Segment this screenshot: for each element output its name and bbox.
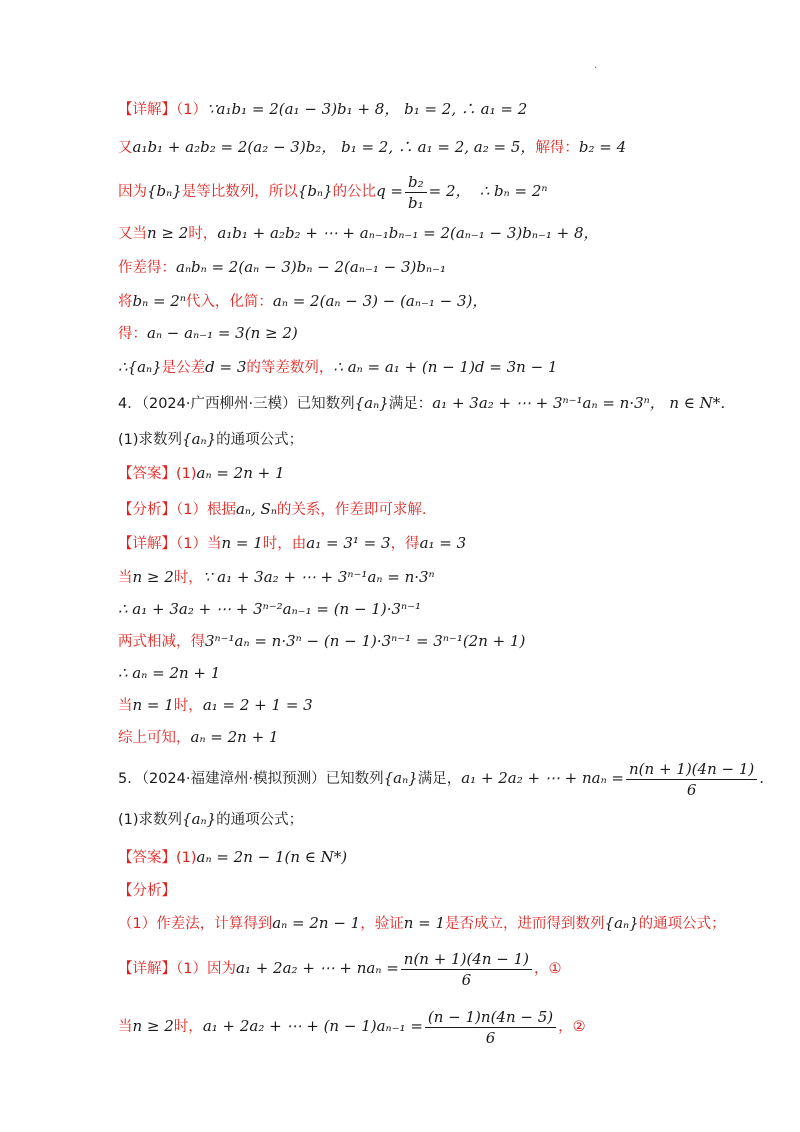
detail-line-5-1 bbox=[118, 946, 760, 991]
fraction-denominator: 6 bbox=[461, 970, 472, 989]
formula: a₁ + 2a₂ + ⋯ + naₙ = bbox=[461, 769, 624, 787]
text: 的通项公式； bbox=[638, 916, 726, 932]
fraction-numerator: b₂ bbox=[405, 172, 427, 193]
formula: a₁b₁ + a₂b₂ = 2(a₂ − 3)b₂， b₁ = 2, ∴ a₁ = 2, a₂ = 5， bbox=[132, 138, 536, 156]
tag-label: 【详解】 bbox=[118, 102, 176, 118]
formula: {aₙ} bbox=[182, 430, 217, 448]
formula: {aₙ} bbox=[383, 769, 418, 787]
question-text: (1)求数列 bbox=[118, 812, 183, 828]
formula: n ≥ 2 bbox=[147, 224, 189, 242]
formula: a₁ = 2 + 1 = 3 bbox=[202, 696, 313, 714]
text: 是等比数列，所以 bbox=[181, 184, 298, 200]
answer-line-5 bbox=[118, 846, 760, 869]
fraction-denominator: b₁ bbox=[408, 193, 424, 212]
text: 因为 bbox=[118, 184, 147, 200]
text: 代入，化简： bbox=[185, 294, 273, 310]
formula: aₙ − aₙ₋₁ = 3(n ≥ 2) bbox=[147, 324, 298, 342]
formula: aₙ, Sₙ bbox=[235, 500, 277, 518]
formula: a₁ + 3a₂ + ⋯ + 3ⁿ⁻¹aₙ = n·3ⁿ， bbox=[432, 394, 665, 412]
text: ，① bbox=[534, 961, 562, 977]
formula: a₁ = 3 bbox=[419, 534, 467, 552]
text: （1）作差法，计算得到 bbox=[118, 916, 273, 932]
question-4 bbox=[118, 392, 760, 415]
formula: aₙ = 2n + 1 bbox=[196, 464, 285, 482]
analysis-body-5 bbox=[118, 912, 760, 935]
analysis-line-5 bbox=[118, 880, 760, 902]
solution-line-1 bbox=[118, 98, 760, 121]
formula: {bₙ} bbox=[297, 182, 333, 200]
text: 解得： bbox=[535, 140, 579, 156]
question-text: 4．（2024·广西柳州·三模）已知数列 bbox=[118, 396, 355, 412]
detail-line-5 bbox=[118, 662, 760, 685]
fraction bbox=[626, 759, 757, 800]
solution-line-3 bbox=[118, 170, 760, 213]
text: （1）因为 bbox=[176, 961, 236, 977]
formula: {aₙ} bbox=[182, 810, 217, 828]
step-label: (1) bbox=[176, 466, 197, 482]
text: 又当 bbox=[118, 226, 147, 242]
text: ，得 bbox=[390, 536, 420, 552]
detail-line-1 bbox=[118, 532, 760, 555]
text: 当 bbox=[118, 698, 133, 714]
question-4-part-1 bbox=[118, 428, 760, 451]
question-text: 满足： bbox=[388, 396, 433, 412]
text: 时， bbox=[173, 698, 203, 714]
fraction-numerator: n(n + 1)(4n − 1) bbox=[401, 949, 532, 970]
text: 时， bbox=[173, 1019, 203, 1035]
detail-line-5-2 bbox=[118, 1004, 760, 1049]
text: 的公比 bbox=[332, 184, 377, 200]
formula: a₁ + 2a₂ + ⋯ + naₙ = bbox=[235, 959, 399, 977]
formula: {aₙ} bbox=[604, 914, 639, 932]
tag-label: 【详解】 bbox=[118, 536, 176, 552]
tag-label: 【分析】 bbox=[118, 883, 176, 899]
formula: = 2， bbox=[428, 182, 471, 200]
detail-line-6 bbox=[118, 694, 760, 717]
detail-line-4 bbox=[118, 630, 760, 653]
question-5 bbox=[118, 756, 765, 801]
text: 得： bbox=[118, 326, 147, 342]
formula: a₁b₁ + a₂b₂ + ⋯ + aₙ₋₁bₙ₋₁ = 2(aₙ₋₁ − 3)bₙ₋₁ + 8， bbox=[217, 224, 599, 242]
formula: a₁ + 2a₂ + ⋯ + (n − 1)aₙ₋₁ = bbox=[202, 1017, 423, 1035]
solution-line-4 bbox=[118, 222, 760, 245]
formula: n ≥ 2 bbox=[132, 568, 174, 586]
text: 综上可知， bbox=[118, 730, 191, 746]
formula: aₙ = 2n − 1(n ∈ N*) bbox=[196, 848, 348, 866]
solution-line-7 bbox=[118, 322, 760, 345]
text: 将 bbox=[118, 294, 133, 310]
text: 作差得： bbox=[118, 260, 176, 276]
question-text: 的通项公式； bbox=[216, 812, 304, 828]
formula: aₙ = 2n + 1 bbox=[190, 728, 279, 746]
detail-line-7 bbox=[118, 726, 760, 749]
page-mark: . bbox=[594, 60, 598, 71]
formula: ∵ a₁ + 3a₂ + ⋯ + 3ⁿ⁻¹aₙ = n·3ⁿ bbox=[202, 568, 435, 586]
detail-line-3 bbox=[118, 598, 760, 621]
fraction bbox=[405, 172, 427, 213]
formula: {aₙ} bbox=[354, 394, 389, 412]
formula: ∴ aₙ = a₁ + (n − 1)d = 3n − 1 bbox=[333, 358, 558, 376]
solution-line-6 bbox=[118, 290, 760, 313]
formula: d = 3 bbox=[205, 358, 247, 376]
formula: ∵a₁b₁ = 2(a₁ − 3)b₁ + 8， b₁ = 2, ∴ a₁ = 2 bbox=[206, 100, 528, 118]
question-5-part-1 bbox=[118, 808, 760, 831]
formula: ∴ aₙ = 2n + 1 bbox=[118, 664, 221, 682]
formula: q = bbox=[376, 182, 404, 200]
text: 又 bbox=[118, 140, 133, 156]
text: ，② bbox=[558, 1019, 586, 1035]
formula: bₙ = 2ⁿ bbox=[132, 292, 186, 310]
formula: aₙbₙ = 2(aₙ − 3)bₙ − 2(aₙ₋₁ − 3)bₙ₋₁ bbox=[176, 258, 446, 276]
step-label: (1) bbox=[176, 850, 197, 866]
question-text: 满足， bbox=[417, 771, 462, 787]
fraction-numerator: n(n + 1)(4n − 1) bbox=[626, 759, 757, 780]
question-text: 5．（2024·福建漳州·模拟预测）已知数列 bbox=[118, 771, 384, 787]
formula: a₁ = 3¹ = 3 bbox=[306, 534, 391, 552]
formula: n = 1 bbox=[221, 534, 263, 552]
text: 的等差数列， bbox=[246, 360, 334, 376]
answer-line bbox=[118, 462, 760, 485]
formula: ∴ a₁ + 3a₂ + ⋯ + 3ⁿ⁻²aₙ₋₁ = (n − 1)·3ⁿ⁻¹ bbox=[118, 600, 422, 618]
formula: {bₙ} bbox=[147, 182, 182, 200]
text: 两式相减，得 bbox=[118, 634, 205, 650]
solution-line-8 bbox=[118, 356, 760, 379]
formula: n ∈ N*． bbox=[669, 394, 736, 412]
text: （1）根据 bbox=[176, 502, 236, 518]
analysis-line bbox=[118, 498, 760, 521]
step-label: （1） bbox=[176, 102, 207, 118]
text: 时， bbox=[188, 226, 218, 242]
tag-label: 【分析】 bbox=[118, 502, 176, 518]
question-text: (1)求数列 bbox=[118, 432, 183, 448]
text: ，验证 bbox=[360, 916, 404, 932]
solution-line-5 bbox=[118, 256, 760, 279]
formula: n ≥ 2 bbox=[132, 1017, 174, 1035]
text: 时， bbox=[173, 570, 203, 586]
fraction-denominator: 6 bbox=[686, 780, 697, 799]
detail-line-2 bbox=[118, 566, 760, 589]
fraction-numerator: (n − 1)n(4n − 5) bbox=[425, 1007, 556, 1028]
formula: . bbox=[759, 769, 765, 787]
formula: ∴{aₙ} bbox=[118, 358, 162, 376]
formula: n = 1 bbox=[132, 696, 174, 714]
text: 当 bbox=[118, 1019, 133, 1035]
formula: aₙ = 2(aₙ − 3) − (aₙ₋₁ − 3)， bbox=[272, 292, 488, 310]
formula: n = 1 bbox=[403, 914, 446, 932]
text: 的关系，作差即可求解. bbox=[276, 502, 427, 518]
tag-label: 【答案】 bbox=[118, 850, 176, 866]
formula: aₙ = 2n − 1 bbox=[272, 914, 361, 932]
fraction bbox=[401, 949, 532, 990]
formula: b₂ = 4 bbox=[578, 138, 627, 156]
formula: ∴ bₙ = 2ⁿ bbox=[479, 182, 548, 200]
tag-label: 【答案】 bbox=[118, 466, 176, 482]
text: 是否成立，进而得到数列 bbox=[445, 916, 605, 932]
formula: 3ⁿ⁻¹aₙ = n·3ⁿ − (n − 1)·3ⁿ⁻¹ = 3ⁿ⁻¹(2n + 1) bbox=[205, 632, 526, 650]
fraction bbox=[425, 1007, 556, 1048]
tag-label: 【详解】 bbox=[118, 961, 176, 977]
text: 是公差 bbox=[161, 360, 206, 376]
question-text: 的通项公式； bbox=[216, 432, 304, 448]
text: 当 bbox=[118, 570, 133, 586]
fraction-denominator: 6 bbox=[485, 1028, 496, 1047]
text: （1）当 bbox=[176, 536, 222, 552]
text: 时，由 bbox=[262, 536, 307, 552]
solution-line-2 bbox=[118, 136, 760, 159]
